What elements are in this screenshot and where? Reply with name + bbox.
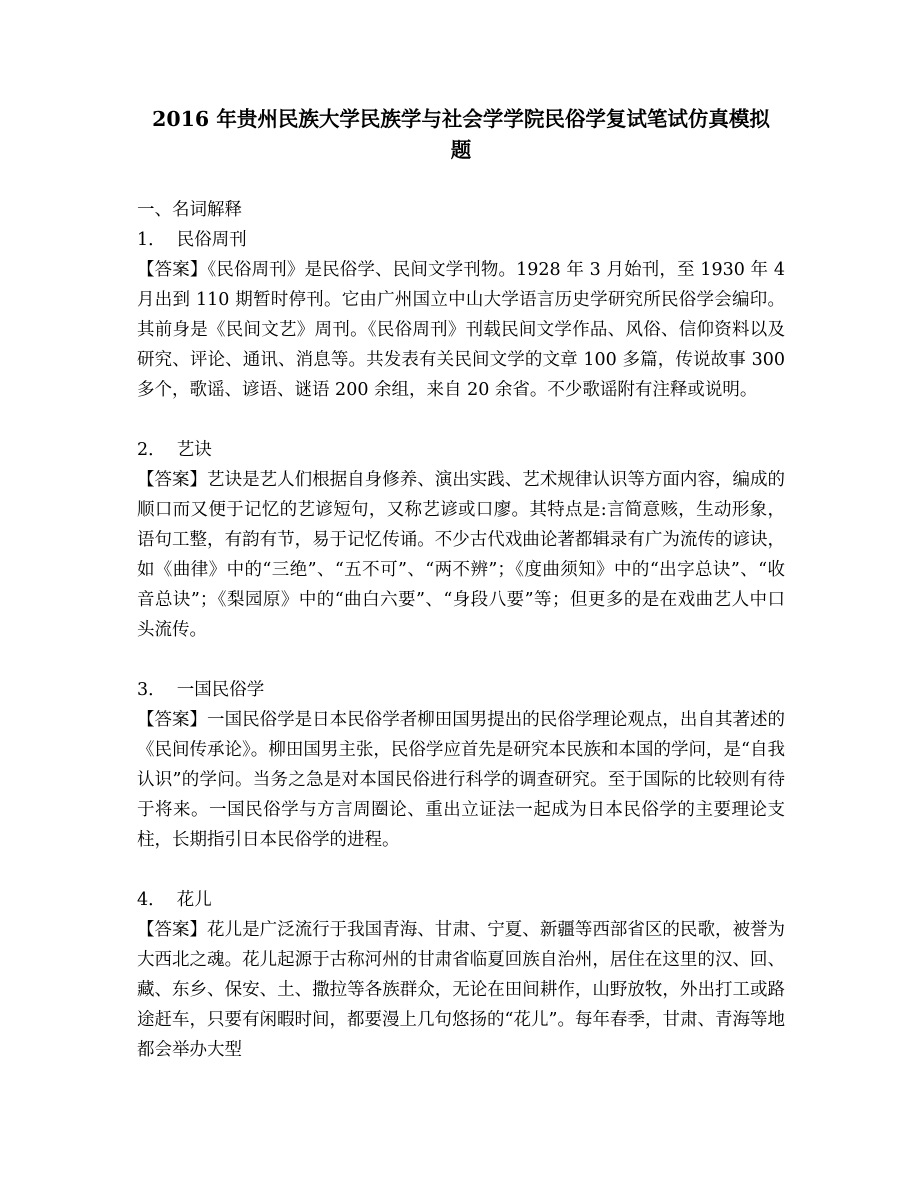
- paragraph-spacer-1: [137, 405, 785, 435]
- document-content: [137, 104, 785, 1065]
- title-spacer: [137, 166, 785, 195]
- item-answer-2: 【答案】艺诀是艺人们根据自身修养、演出实践、艺术规律认识等方面内容，编成的顺口而又便于记忆的艺谚短句，又称艺谚或口廖。其特点是:言简意赅，生动形象，语句工整，有韵有节，易于记忆传诵。不少古代戏曲论著都辑录有广为流传的谚诀，如《曲律》中的“三绝”、“五不可”、“两不辨”；《度曲须知》中的“出字总诀”、“收音总诀”；《梨园原》中的“曲白六要”、“身段八要”等；但更多的是在戏曲艺人中口头流传。: [137, 470, 785, 640]
- item-answer-3: 【答案】一国民俗学是日本民俗学者柳田国男提出的民俗学理论观点，出自其著述的《民间传承论》。柳田国男主张，民俗学应首先是研究本民族和本国的学问，是“自我认识”的学问。当务之急是对本国民俗进行科学的调查研究。至于国际的比较则有待于将来。一国民俗学与方言周圈论、重出立证法一起成为日本民俗学的主要理论支柱，长期指引日本民俗学的进程。: [137, 710, 785, 850]
- paragraph-spacer-3: [137, 855, 785, 885]
- section-heading-terms: 一、名词解释: [137, 200, 242, 220]
- paragraph-spacer-2: [137, 645, 785, 675]
- item-heading-3: 3． 一国民俗学: [137, 680, 265, 700]
- item-answer-1: 【答案】《民俗周刊》是民俗学、民间文学刊物。1928 年 3 月始刊，至 1930 年 4 月出到 110 期暂时停刊。它由广州国立中山大学语言历史学研究所民俗学会编印。其前身是《民间文艺》周刊。《民俗周刊》刊载民间文学作品、风俗、信仰资料以及研究、评论、通讯、消息等。共发表有关民间文学的文章 100 多篇，传说故事 300 多个，歌谣、谚语、谜语 200 余组，来自 20 余省。不少歌谣附有注释或说明。: [137, 260, 785, 400]
- page-title: 2016 年贵州民族大学民族学与社会学学院民俗学复试笔试仿真模拟题: [152, 107, 770, 162]
- item-heading-1: 1． 民俗周刊: [137, 230, 247, 250]
- item-heading-2: 2． 艺诀: [137, 440, 212, 460]
- item-answer-4: 【答案】花儿是广泛流行于我国青海、甘肃、宁夏、新疆等西部省区的民歌，被誉为大西北之魂。花儿起源于古称河州的甘肃省临夏回族自治州，居住在这里的汉、回、藏、东乡、保安、土、撒拉等各族群众，无论在田间耕作，山野放牧，外出打工或路途赶车，只要有闲暇时间，都要漫上几句悠扬的“花儿”。每年春季，甘肃、青海等地都会举办大型: [137, 920, 785, 1060]
- item-heading-4: 4． 花儿: [137, 890, 212, 910]
